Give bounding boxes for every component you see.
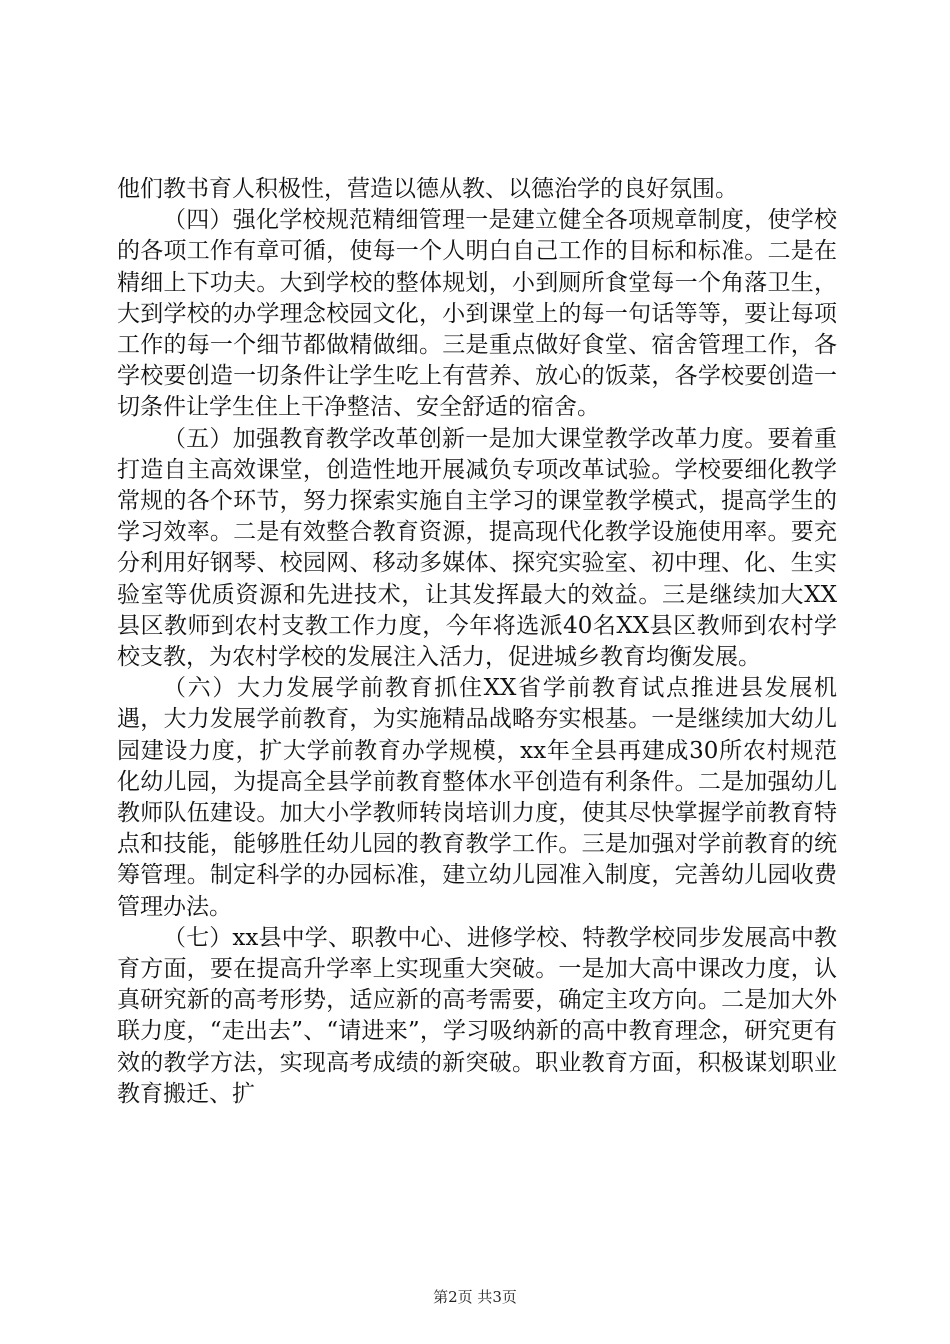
paragraph-section-6: （六）大力发展学前教育抓住XX省学前教育试点推进县发展机遇，大力发展学前教育，为实施精品战略夯实根基。一是继续加大幼儿园建设力度，扩大学前教育办学规模，xx年全县再建成30所农村规范化幼儿园，为提高全县学前教育整体水平创造有利条件。二是加强幼儿教师队伍建设。加大小学教师转岗培训力度，使其尽快掌握学前教育特点和技能，能够胜任幼儿园的教育教学工作。三是加强对学前教育的统筹管理。制定科学的办园标准，建立幼儿园准入制度，完善幼儿园收费管理办法。: [117, 675, 837, 920]
document-body: [117, 174, 837, 1110]
paragraph-section-4: （四）强化学校规范精细管理一是建立健全各项规章制度，使学校的各项工作有章可循，使每一个人明白自己工作的目标和标准。二是在精细上下功夫。大到学校的整体规划，小到厕所食堂每一个角落卫生，大到学校的办学理念校园文化，小到课堂上的每一句话等等，要让每项工作的每一个细节都做精做细。三是重点做好食堂、宿舍管理工作，各学校要创造一切条件让学生吃上有营养、放心的饭菜，各学校要创造一切条件让学生住上干净整洁、安全舒适的宿舍。: [117, 207, 837, 421]
paragraph-section-7: （七）xx县中学、职教中心、进修学校、特教学校同步发展高中教育方面，要在提高升学率上实现重大突破。一是加大高中课改力度，认真研究新的高考形势，适应新的高考需要，确定主攻方向。二是加大外联力度，“走出去”、“请进来”，学习吸纳新的高中教育理念，研究更有效的教学方法，实现高考成绩的新突破。职业教育方面，积极谋划职业教育搬迁、扩: [117, 924, 837, 1107]
page-footer: 第2页 共3页: [433, 1288, 517, 1306]
paragraph-section-5: （五）加强教育教学改革创新一是加大课堂教学改革力度。要着重打造自主高效课堂，创造性地开展减负专项改革试验。学校要细化教学常规的各个环节，努力探索实施自主学习的课堂教学模式，提高学生的学习效率。二是有效整合教育资源，提高现代化教学设施使用率。要充分利用好钢琴、校园网、移动多媒体、探究实验室、初中理、化、生实验室等优质资源和先进技术，让其发挥最大的效益。三是继续加大XX县区教师到农村支教工作力度，今年将选派40名XX县区教师到农村学校支教，为农村学校的发展注入活力，促进城乡教育均衡发展。: [117, 425, 837, 671]
paragraph-continuation: 他们教书育人积极性，营造以德从教、以德治学的良好氛围。: [117, 176, 738, 202]
